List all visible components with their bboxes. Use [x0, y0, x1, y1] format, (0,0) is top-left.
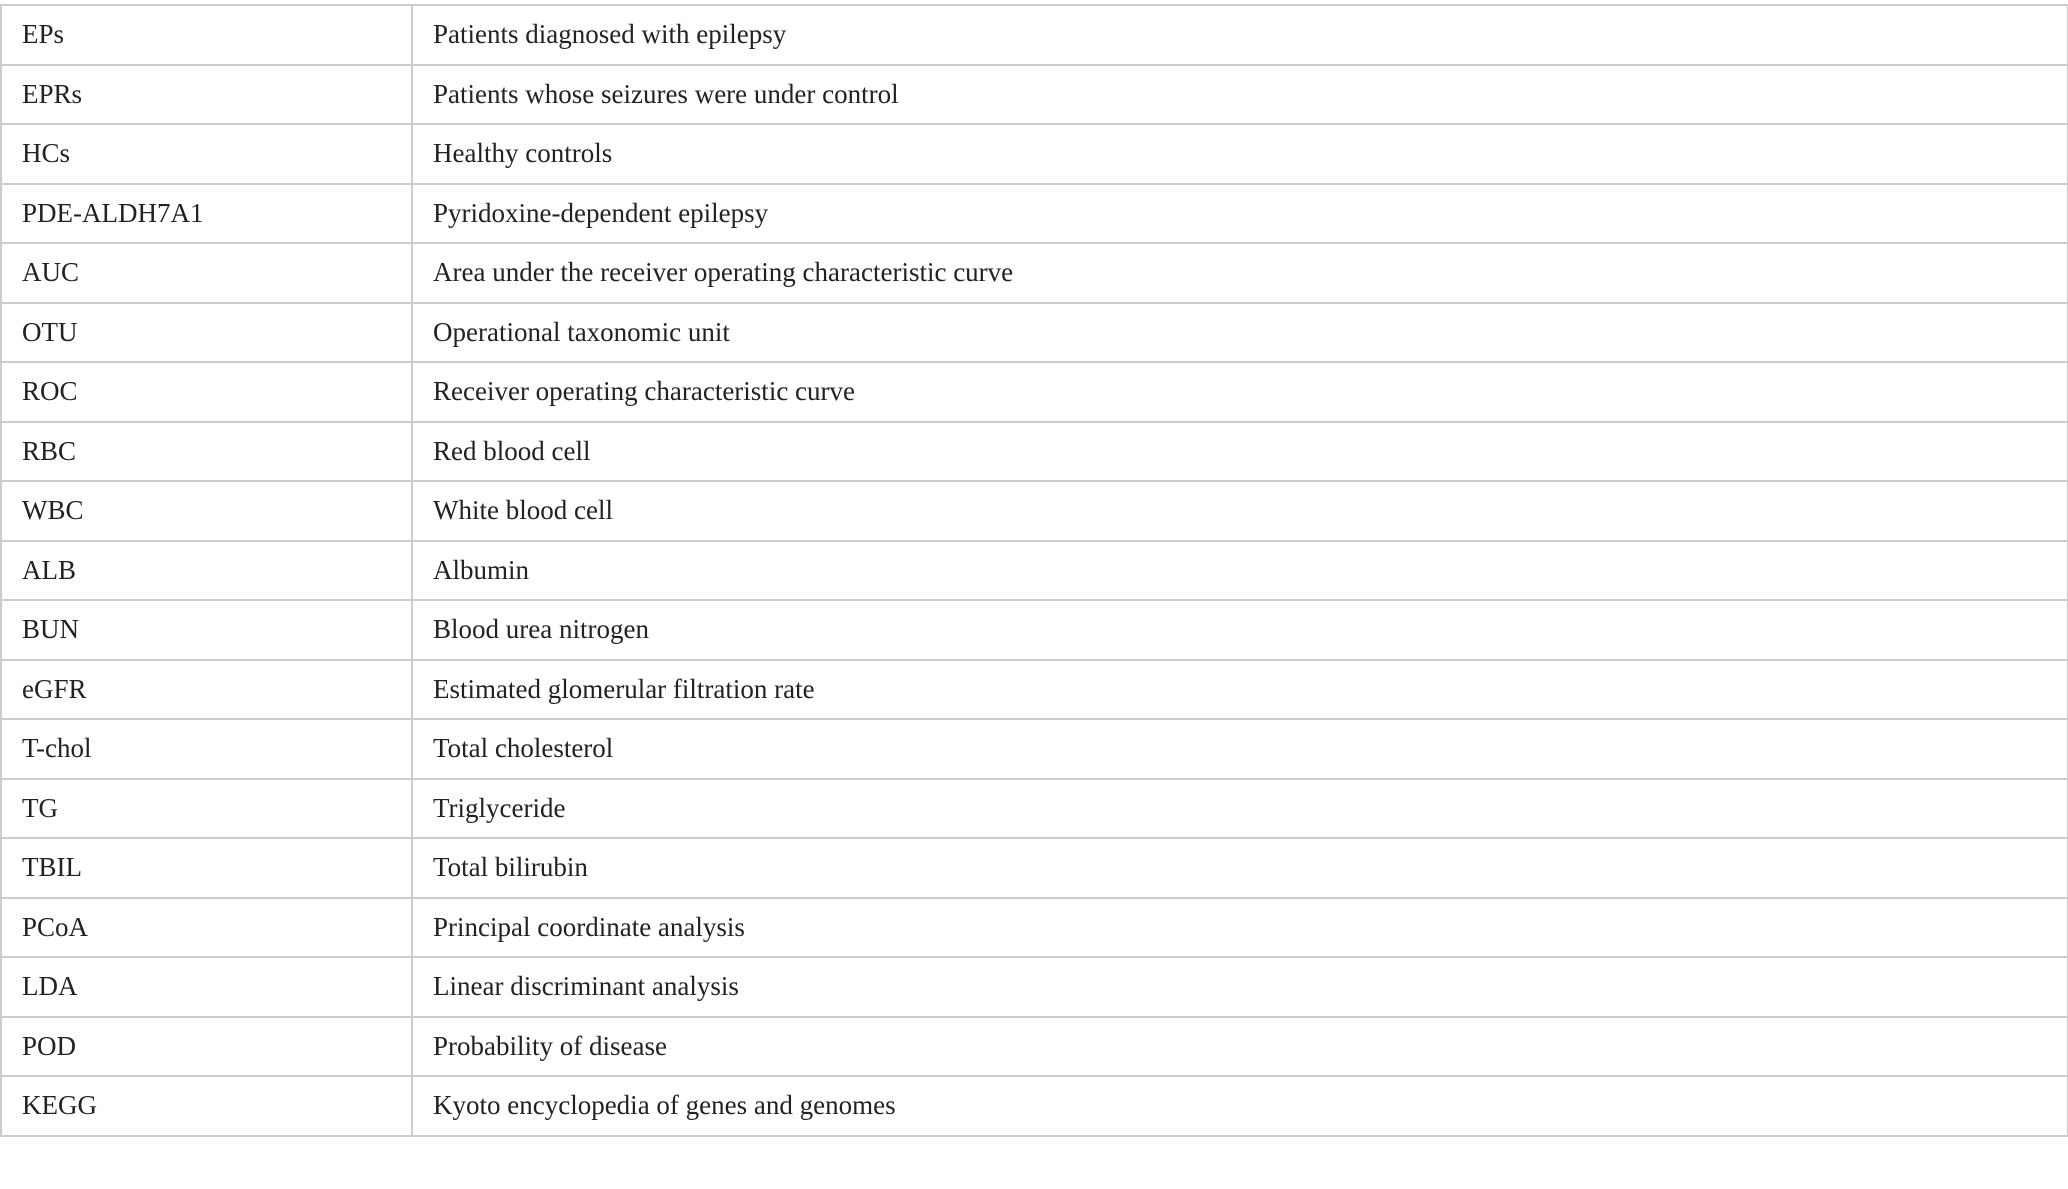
- table-row: [1, 600, 2068, 660]
- abbreviation-cell: ALB: [1, 541, 412, 601]
- abbreviation-cell: PDE-ALDH7A1: [1, 184, 412, 244]
- definition-cell: Area under the receiver operating characteristic curve: [412, 243, 2068, 303]
- definition-cell: Linear discriminant analysis: [412, 957, 2068, 1017]
- definition-cell: Patients diagnosed with epilepsy: [412, 5, 2068, 65]
- abbreviation-cell: PCoA: [1, 898, 412, 958]
- table-row: [1, 779, 2068, 839]
- abbreviation-cell: OTU: [1, 303, 412, 363]
- table-row: [1, 184, 2068, 244]
- abbreviation-cell: EPRs: [1, 65, 412, 125]
- definition-cell: Albumin: [412, 541, 2068, 601]
- abbreviation-cell: AUC: [1, 243, 412, 303]
- table-row: [1, 303, 2068, 363]
- table-row: [1, 481, 2068, 541]
- table-row: [1, 243, 2068, 303]
- table-row: [1, 1076, 2068, 1136]
- abbreviation-cell: eGFR: [1, 660, 412, 720]
- definition-cell: Principal coordinate analysis: [412, 898, 2068, 958]
- definition-cell: Total cholesterol: [412, 719, 2068, 779]
- abbreviation-cell: TBIL: [1, 838, 412, 898]
- definition-cell: Healthy controls: [412, 124, 2068, 184]
- table-row: [1, 957, 2068, 1017]
- table-row: [1, 124, 2068, 184]
- table-row: [1, 65, 2068, 125]
- definition-cell: Kyoto encyclopedia of genes and genomes: [412, 1076, 2068, 1136]
- table-row: [1, 838, 2068, 898]
- table-row: [1, 660, 2068, 720]
- abbreviations-table-body: [1, 5, 2068, 1136]
- abbreviation-cell: HCs: [1, 124, 412, 184]
- abbreviation-cell: KEGG: [1, 1076, 412, 1136]
- definition-cell: Total bilirubin: [412, 838, 2068, 898]
- abbreviation-cell: BUN: [1, 600, 412, 660]
- table-row: [1, 898, 2068, 958]
- abbreviations-table: [0, 4, 2068, 1137]
- table-row: [1, 541, 2068, 601]
- definition-cell: Red blood cell: [412, 422, 2068, 482]
- abbreviation-cell: T-chol: [1, 719, 412, 779]
- definition-cell: Patients whose seizures were under control: [412, 65, 2068, 125]
- definition-cell: Blood urea nitrogen: [412, 600, 2068, 660]
- table-row: [1, 5, 2068, 65]
- table-row: [1, 422, 2068, 482]
- abbreviation-cell: ROC: [1, 362, 412, 422]
- definition-cell: Receiver operating characteristic curve: [412, 362, 2068, 422]
- table-row: [1, 719, 2068, 779]
- abbreviation-cell: LDA: [1, 957, 412, 1017]
- definition-cell: Estimated glomerular filtration rate: [412, 660, 2068, 720]
- definition-cell: Pyridoxine-dependent epilepsy: [412, 184, 2068, 244]
- definition-cell: Operational taxonomic unit: [412, 303, 2068, 363]
- abbreviation-cell: TG: [1, 779, 412, 839]
- abbreviation-cell: POD: [1, 1017, 412, 1077]
- definition-cell: Triglyceride: [412, 779, 2068, 839]
- definition-cell: White blood cell: [412, 481, 2068, 541]
- abbreviation-cell: WBC: [1, 481, 412, 541]
- table-row: [1, 362, 2068, 422]
- table-row: [1, 1017, 2068, 1077]
- abbreviation-cell: RBC: [1, 422, 412, 482]
- definition-cell: Probability of disease: [412, 1017, 2068, 1077]
- abbreviation-cell: EPs: [1, 5, 412, 65]
